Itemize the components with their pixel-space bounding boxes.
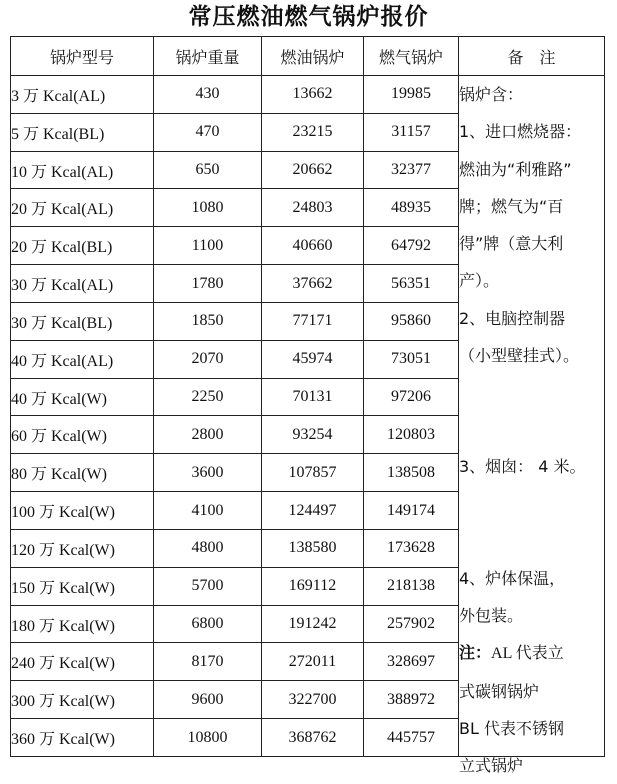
gas-price-cell: 31157 bbox=[364, 113, 459, 151]
model-cell: 30 万 Kcal(AL) bbox=[11, 265, 154, 303]
header-oil-boiler: 燃油锅炉 bbox=[262, 37, 364, 76]
model-cell: 150 万 Kcal(W) bbox=[11, 567, 154, 605]
weight-cell: 5700 bbox=[154, 567, 262, 605]
oil-price-cell: 322700 bbox=[262, 681, 364, 719]
remarks-text bbox=[459, 76, 604, 776]
oil-price-cell: 40660 bbox=[262, 227, 364, 265]
oil-price-cell: 24803 bbox=[262, 189, 364, 227]
remarks-note bbox=[459, 634, 604, 672]
gas-price-cell: 257902 bbox=[364, 605, 459, 643]
weight-cell: 1780 bbox=[154, 265, 262, 303]
weight-cell: 430 bbox=[154, 76, 262, 114]
header-weight: 锅炉重量 bbox=[154, 37, 262, 76]
oil-price-cell: 368762 bbox=[262, 719, 364, 757]
header-gas-boiler: 燃气锅炉 bbox=[364, 37, 459, 76]
model-cell: 10 万 Kcal(AL) bbox=[11, 151, 154, 189]
remarks-item-insulation: 4、炉体保温， bbox=[459, 568, 566, 588]
model-cell: 40 万 Kcal(AL) bbox=[11, 340, 154, 378]
model-cell: 20 万 Kcal(AL) bbox=[11, 189, 154, 227]
gas-price-cell: 173628 bbox=[364, 529, 459, 567]
gas-price-cell: 95860 bbox=[364, 302, 459, 340]
oil-price-cell: 45974 bbox=[262, 340, 364, 378]
oil-price-cell: 169112 bbox=[262, 567, 364, 605]
model-cell: 180 万 Kcal(W) bbox=[11, 605, 154, 643]
oil-price-cell: 23215 bbox=[262, 113, 364, 151]
remarks-item-controller: 2、电脑控制器 bbox=[459, 308, 566, 328]
weight-cell: 1850 bbox=[154, 302, 262, 340]
price-table bbox=[10, 36, 605, 776]
weight-cell: 1100 bbox=[154, 227, 262, 265]
gas-price-cell: 388972 bbox=[364, 681, 459, 719]
model-cell: 60 万 Kcal(W) bbox=[11, 416, 154, 454]
remarks-note-line: AL 代表立 bbox=[491, 645, 564, 663]
model-cell: 300 万 Kcal(W) bbox=[11, 681, 154, 719]
model-cell: 40 万 Kcal(W) bbox=[11, 378, 154, 416]
gas-price-cell: 32377 bbox=[364, 151, 459, 189]
weight-cell: 10800 bbox=[154, 719, 262, 757]
model-cell: 100 万 Kcal(W) bbox=[11, 492, 154, 530]
oil-price-cell: 191242 bbox=[262, 605, 364, 643]
weight-cell: 6800 bbox=[154, 605, 262, 643]
oil-price-cell: 13662 bbox=[262, 76, 364, 114]
model-cell: 5 万 Kcal(BL) bbox=[11, 113, 154, 151]
remarks-note-line: BL 代表不锈钢 bbox=[459, 718, 564, 738]
remarks-item-controller: （小型壁挂式）。 bbox=[459, 346, 580, 366]
model-cell: 30 万 Kcal(BL) bbox=[11, 302, 154, 340]
weight-cell: 3600 bbox=[154, 454, 262, 492]
weight-cell: 4100 bbox=[154, 492, 262, 530]
weight-cell: 470 bbox=[154, 113, 262, 151]
weight-cell: 1080 bbox=[154, 189, 262, 227]
gas-price-cell: 64792 bbox=[364, 227, 459, 265]
model-cell: 120 万 Kcal(W) bbox=[11, 529, 154, 567]
remarks-item-burner: 得”牌（意大利 bbox=[459, 234, 564, 254]
table-header-row bbox=[11, 37, 605, 76]
model-cell: 20 万 Kcal(BL) bbox=[11, 227, 154, 265]
gas-price-cell: 218138 bbox=[364, 567, 459, 605]
model-cell: 240 万 Kcal(W) bbox=[11, 643, 154, 681]
document-title: 常压燃油燃气锅炉报价 bbox=[188, 4, 429, 30]
remarks-note-line: 式碳钢锅炉 bbox=[459, 681, 540, 701]
gas-price-cell: 149174 bbox=[364, 492, 459, 530]
oil-price-cell: 77171 bbox=[262, 302, 364, 340]
price-sheet bbox=[10, 36, 604, 775]
gas-price-cell: 445757 bbox=[364, 719, 459, 757]
gas-price-cell: 73051 bbox=[364, 340, 459, 378]
remarks-cell bbox=[459, 76, 605, 776]
oil-price-cell: 20662 bbox=[262, 151, 364, 189]
remarks-spacer bbox=[459, 486, 604, 560]
gas-price-cell: 19985 bbox=[364, 76, 459, 114]
remarks-item-burner: 产）。 bbox=[459, 271, 500, 291]
gas-price-cell: 48935 bbox=[364, 189, 459, 227]
remarks-item-burner: 1、进口燃烧器： bbox=[459, 122, 582, 142]
oil-price-cell: 37662 bbox=[262, 265, 364, 303]
weight-cell: 8170 bbox=[154, 643, 262, 681]
header-remarks: 备 注 bbox=[459, 37, 605, 76]
model-cell: 3 万 Kcal(AL) bbox=[11, 76, 154, 114]
remarks-intro: 锅炉含： bbox=[459, 85, 524, 104]
table-row bbox=[11, 76, 605, 114]
oil-price-cell: 70131 bbox=[262, 378, 364, 416]
oil-price-cell: 107857 bbox=[262, 454, 364, 492]
weight-cell: 4800 bbox=[154, 529, 262, 567]
weight-cell: 650 bbox=[154, 151, 262, 189]
header-model: 锅炉型号 bbox=[11, 37, 154, 76]
remarks-item-burner: 牌；燃气为“百 bbox=[459, 196, 564, 216]
weight-cell: 9600 bbox=[154, 681, 262, 719]
gas-price-cell: 97206 bbox=[364, 378, 459, 416]
oil-price-cell: 93254 bbox=[262, 416, 364, 454]
remarks-item-insulation: 外包装。 bbox=[459, 605, 524, 625]
gas-price-cell: 138508 bbox=[364, 454, 459, 492]
weight-cell: 2800 bbox=[154, 416, 262, 454]
oil-price-cell: 138580 bbox=[262, 529, 364, 567]
gas-price-cell: 120803 bbox=[364, 416, 459, 454]
remarks-item-chimney: 3、烟囱： 4 米。 bbox=[459, 457, 586, 477]
gas-price-cell: 328697 bbox=[364, 643, 459, 681]
model-cell: 360 万 Kcal(W) bbox=[11, 719, 154, 757]
remarks-note-line: 立式锅炉 bbox=[459, 756, 524, 776]
gas-price-cell: 56351 bbox=[364, 265, 459, 303]
model-cell: 80 万 Kcal(W) bbox=[11, 454, 154, 492]
oil-price-cell: 272011 bbox=[262, 643, 364, 681]
remarks-note-label: 注： bbox=[459, 643, 492, 663]
weight-cell: 2070 bbox=[154, 340, 262, 378]
oil-price-cell: 124497 bbox=[262, 492, 364, 530]
remarks-spacer bbox=[459, 374, 604, 448]
price-table-body bbox=[11, 76, 605, 776]
weight-cell: 2250 bbox=[154, 378, 262, 416]
remarks-item-burner: 燃油为“利雅路” bbox=[459, 159, 572, 179]
